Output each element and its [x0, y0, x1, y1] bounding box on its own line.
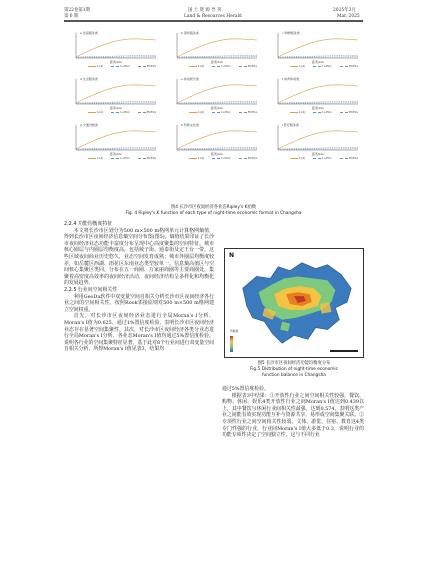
panel-legend — [189, 110, 265, 114]
legend-swatch — [111, 66, 119, 67]
observed-curve — [278, 39, 358, 57]
section-heading-2-2-5: 2.2.5 行业间空间相关性 — [64, 286, 118, 293]
high-envelope-curve — [177, 101, 257, 103]
legend-entry: HiEnv — [239, 110, 257, 114]
map-legend-title: 均衡度 — [230, 329, 239, 333]
legend-swatch — [212, 66, 220, 67]
header-rule-thin — [64, 21, 363, 22]
journal-date: 2025年3月 — [333, 8, 356, 13]
legend-entry: L(d) — [88, 156, 103, 160]
high-envelope-curve — [177, 55, 257, 57]
map-legend-gradient — [230, 336, 233, 352]
plot-axes — [177, 125, 257, 150]
legend-swatch — [290, 112, 298, 113]
high-envelope-curve — [76, 147, 156, 149]
figure4-caption-en: Fig. 4 Ripley's K function of each type of night-time economic format in Changsha — [125, 211, 302, 216]
figure4-grid — [66, 30, 366, 166]
panel-legend — [290, 110, 366, 114]
legend-entry: L(d) — [290, 156, 305, 160]
plot-axes — [76, 125, 156, 150]
plot-axes — [177, 79, 257, 104]
panel-x-axis-label: 距离/km — [110, 152, 122, 156]
high-envelope-curve — [278, 55, 358, 57]
paragraph: 本文将长沙市区划分为500 m×500 m格网单元计算格网熵值，得到长沙市区夜间经济信息熵空间分布图(图5)。熵值结果印证了长沙市夜间经济业态功能丰富度分布呈现中心高度聚集的空间特征。城市核心圈层与内圈层均衡度高，包括城子街、通泰街及定王台一带，这些区域夜间商业历史悠久，业态空间发育成熟；城市外圈层均衡度较差，如岳麓区西湖、雨花区东南业态类型较单一。信息熵高值区与空间核心集聚区类同，分布在五一商圈、万家丽商圈等主要商圈处，集聚着高密度高效率的夜间经济活动，夜间经济结构呈多样化和均衡化的发展趋势。 — [64, 227, 214, 287]
high-envelope-curve — [278, 101, 358, 103]
journal-date-en: Mar. 2025 — [337, 13, 360, 19]
ripley-k-panel — [66, 30, 160, 68]
panel-title: d 生活服务类 — [80, 77, 98, 81]
panel-legend — [88, 64, 164, 68]
legend-swatch — [111, 112, 119, 113]
low-envelope-curve — [76, 57, 156, 58]
legend-swatch — [313, 112, 321, 113]
legend-entry: L(d) — [88, 64, 103, 68]
plot-axes — [278, 125, 358, 150]
panel-legend — [290, 64, 366, 68]
right-column — [222, 386, 364, 439]
legend-entry: LoEnv — [111, 110, 130, 114]
legend-swatch — [212, 112, 220, 113]
legend-entry: HiEnv — [239, 156, 257, 160]
low-envelope-curve — [278, 57, 358, 58]
plot-axes — [177, 33, 257, 58]
panel-legend — [88, 156, 164, 160]
paragraph: 利用GeoDa软件中双变量空间自相关分析长沙市区夜间经济各行业之间的空间相关性，按照Rook邻接原则对500 m×500 m格网建立空间权重。 — [64, 293, 214, 313]
legend-entry: LoEnv — [212, 64, 231, 68]
panel-title: b 餐饮服务类 — [181, 31, 199, 35]
panel-x-axis-label: 距离/km — [211, 106, 223, 110]
low-envelope-curve — [278, 149, 358, 150]
legend-swatch — [138, 158, 146, 159]
legend-entry: HiEnv — [138, 156, 156, 160]
panel-title: f 体育休闲类 — [282, 77, 300, 81]
balance-map-graphic — [225, 249, 363, 357]
ripley-k-panel — [268, 76, 362, 114]
legend-swatch — [189, 112, 197, 113]
figure5-map — [224, 248, 364, 358]
observed-curve — [177, 39, 257, 57]
legend-entry: LoEnv — [313, 110, 332, 114]
legend-swatch — [189, 158, 197, 159]
ripley-k-panel — [268, 122, 362, 160]
legend-swatch — [290, 66, 298, 67]
panel-title: i 医疗服务类 — [282, 123, 299, 127]
panel-title: c 购物服务类 — [282, 31, 300, 35]
legend-entry: LoEnv — [111, 156, 130, 160]
legend-swatch — [111, 158, 119, 159]
low-envelope-curve — [177, 103, 257, 104]
legend-swatch — [239, 66, 247, 67]
figure5-caption-cn: 图5 长沙市区夜间经济功能均衡度分布 — [257, 361, 331, 366]
journal-volume: 第22卷第1期 — [64, 8, 90, 13]
legend-swatch — [88, 66, 96, 67]
legend-swatch — [340, 112, 348, 113]
ripley-k-panel — [66, 76, 160, 114]
legend-entry: L(d) — [290, 64, 305, 68]
paragraph: 首先，对长沙市区夜间经济业态进行全局Moran's I分析，Moran's I值为0.625，通过1%置信度检验，表明长沙市区夜间经济业态存在显著空间集聚性。其次，对长沙市区夜间经济各类分业态进行全局Moran's I分析，各业态Moran's I值均通过5%置信度检验，说明各行业的空间集聚特征显著。基于此对8个行业间进行双变量空间自相关分析，所得Moran's I值见表3，结果均 — [64, 313, 214, 353]
paragraph: 通过5%置信度检验。 — [222, 386, 269, 392]
low-envelope-curve — [177, 57, 257, 58]
panel-title: a 住宿服务类 — [80, 31, 98, 35]
panel-title: g 交通设施类 — [80, 123, 98, 127]
observed-curve — [278, 85, 358, 103]
legend-entry: L(d) — [189, 110, 204, 114]
high-envelope-curve — [278, 147, 358, 149]
legend-entry: LoEnv — [313, 64, 332, 68]
legend-swatch — [138, 66, 146, 67]
ripley-k-panel — [167, 76, 261, 114]
panel-x-axis-label: 距离/km — [312, 60, 324, 64]
legend-swatch — [313, 158, 321, 159]
panel-legend — [189, 156, 265, 160]
observed-curve — [76, 131, 156, 149]
observed-curve — [278, 131, 358, 149]
legend-entry: LoEnv — [313, 156, 332, 160]
legend-entry: HiEnv — [239, 64, 257, 68]
high-envelope-curve — [76, 55, 156, 57]
legend-swatch — [239, 112, 247, 113]
figure5-caption-en-1: Fig.5 Distribution of night-time economic — [250, 367, 338, 372]
legend-swatch — [290, 158, 298, 159]
high-envelope-curve — [76, 101, 156, 103]
legend-entry: L(d) — [88, 110, 103, 114]
legend-swatch — [212, 158, 220, 159]
legend-swatch — [313, 66, 321, 67]
plot-axes — [278, 33, 358, 58]
legend-swatch — [88, 158, 96, 159]
panel-legend — [290, 156, 366, 160]
panel-title: e 休闲娱乐类 — [181, 77, 199, 81]
map-scale-bar — [330, 350, 358, 352]
panel-legend — [88, 110, 164, 114]
observed-curve — [177, 131, 257, 149]
ripley-k-panel — [66, 122, 160, 160]
figure4-caption-cn: 图4 长沙市区夜间经济各业态Ripley's K函数 — [170, 205, 257, 210]
low-envelope-curve — [177, 149, 257, 150]
panel-title: h 科教文化类 — [181, 123, 199, 127]
legend-swatch — [239, 158, 247, 159]
journal-issue: 第 6 期 — [64, 13, 79, 19]
high-envelope-curve — [177, 147, 257, 149]
legend-entry: L(d) — [189, 156, 204, 160]
panel-x-axis-label: 距离/km — [211, 60, 223, 64]
legend-entry: HiEnv — [138, 110, 156, 114]
ripley-k-panel — [167, 30, 261, 68]
plot-axes — [76, 33, 156, 58]
panel-x-axis-label: 距离/km — [211, 152, 223, 156]
paragraph: 根据表3中结果：①开放性行业之间空间相关性较强。餐饮、购物、休闲、娱乐4类开放性行业之间Moran's I值达到0.439以上，其中餐饮与休闲行业间相关性最强，达到0.574，表明这类产业之间能有效实现功能互补与资源共享，易形成空间集聚关联。②专项性行业之间空间相关性较弱。文体、游览、住宿、教育这4类专门性强的行业，行业间Moran's I值大多低于0.3，说明行业的功能专项性决定了空间独立性，这与不同行业 — [222, 392, 364, 439]
panel-x-axis-label: 距离/km — [312, 106, 324, 110]
plot-axes — [278, 79, 358, 104]
legend-swatch — [88, 112, 96, 113]
legend-entry: L(d) — [290, 110, 305, 114]
panel-legend — [189, 64, 265, 68]
legend-entry: HiEnv — [340, 156, 358, 160]
ripley-k-panel — [167, 122, 261, 160]
legend-entry: LoEnv — [111, 64, 130, 68]
low-envelope-curve — [76, 103, 156, 104]
observed-curve — [177, 85, 257, 103]
legend-swatch — [340, 66, 348, 67]
low-envelope-curve — [76, 149, 156, 150]
legend-entry: LoEnv — [212, 156, 231, 160]
legend-entry: LoEnv — [212, 110, 231, 114]
ripley-k-panel — [268, 30, 362, 68]
plot-axes — [76, 79, 156, 104]
journal-name-en: Land & Resources Herald — [184, 13, 242, 19]
legend-entry: HiEnv — [138, 64, 156, 68]
figure5-caption-en-2: function balance in Changsha — [262, 373, 326, 378]
panel-x-axis-label: 距离/km — [312, 152, 324, 156]
legend-swatch — [138, 112, 146, 113]
low-envelope-curve — [278, 103, 358, 104]
legend-entry: L(d) — [189, 64, 204, 68]
north-arrow-label: N — [229, 252, 235, 259]
left-column — [64, 221, 214, 353]
observed-curve — [76, 39, 156, 57]
observed-curve — [76, 85, 156, 103]
legend-swatch — [340, 158, 348, 159]
legend-swatch — [189, 66, 197, 67]
panel-x-axis-label: 距离/km — [110, 106, 122, 110]
journal-name: 国 土 资 源 导 刊 — [188, 8, 222, 13]
section-heading-2-2-4: 2.2.4 功能均衡度特征 — [64, 221, 113, 227]
legend-entry: HiEnv — [340, 64, 358, 68]
panel-x-axis-label: 距离/km — [110, 60, 122, 64]
legend-entry: HiEnv — [340, 110, 358, 114]
